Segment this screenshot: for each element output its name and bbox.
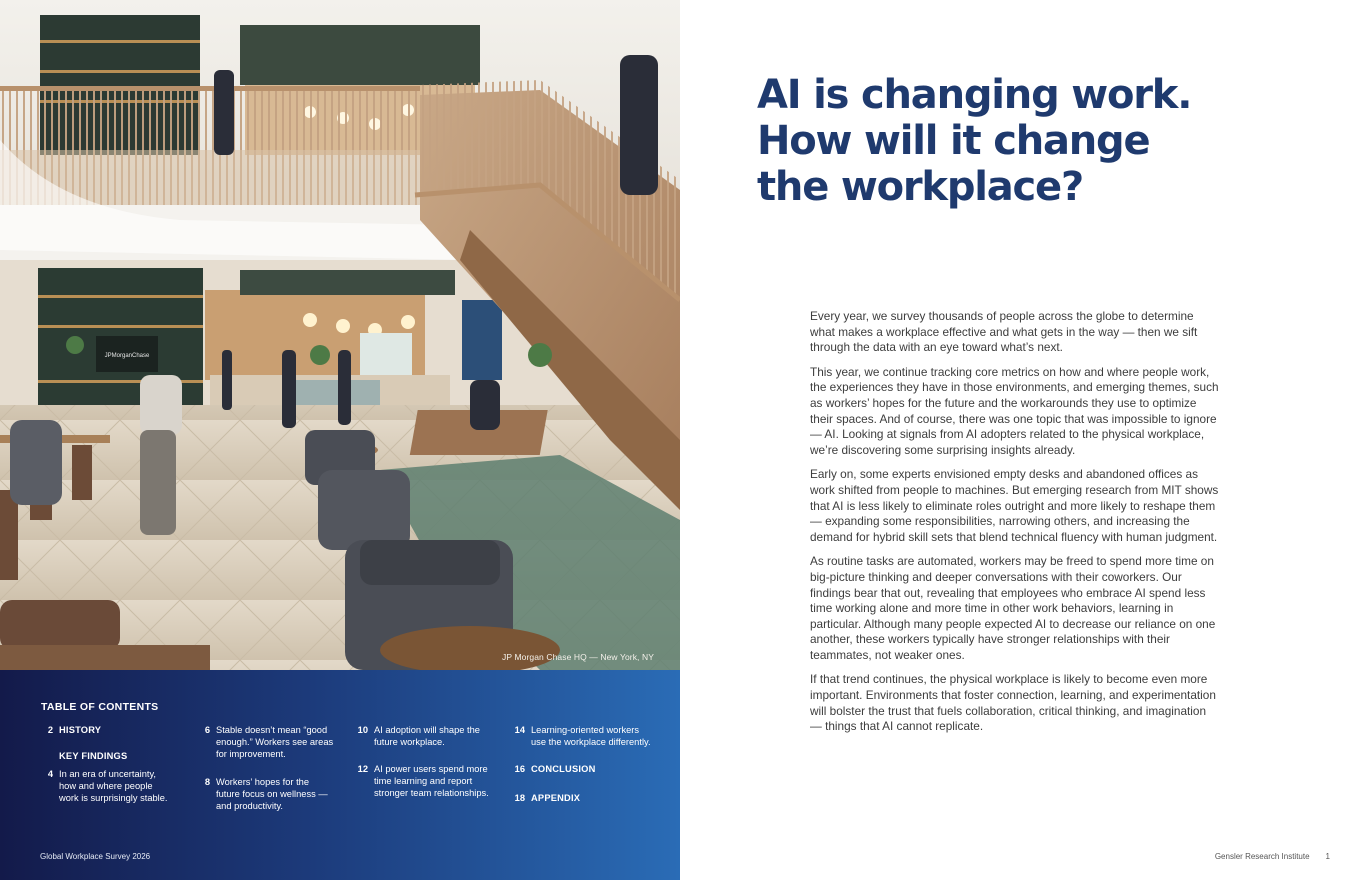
office-photo: [0, 0, 680, 670]
toc-page-number: 2: [47, 725, 53, 735]
toc-label: HISTORY: [59, 725, 102, 735]
body-paragraph: If that trend continues, the physical workplace is likely to become even more important. Environments that foster connection, learning, and experimentation will bolster the trust that fuels collaboration, critical thinking, and imagination — things that AI cannot replicate.: [810, 672, 1216, 734]
toc-label: AI adoption will shape the future workplace.: [374, 725, 480, 747]
headline-line: the workplace?: [757, 164, 1083, 210]
photo-caption: JP Morgan Chase HQ — New York, NY: [502, 652, 654, 662]
headline-line: How will it change: [757, 118, 1150, 164]
toc-page-number: 16: [514, 764, 525, 774]
toc-page-number: 4: [47, 769, 53, 779]
toc-page-number: 10: [357, 725, 368, 735]
toc-page-number: 6: [204, 725, 210, 735]
toc-entry-conclusion[interactable]: [507, 763, 596, 775]
toc-entry-12[interactable]: [350, 763, 489, 799]
toc-title: TABLE OF CONTENTS: [41, 701, 159, 713]
headline-line: AI is changing work.: [757, 72, 1192, 118]
toc-label: CONCLUSION: [531, 764, 596, 774]
toc-label: In an era of uncertainty, how and where people work is surprisingly stable.: [59, 769, 168, 803]
body-paragraph: Early on, some experts envisioned empty desks and abandoned offices as work shifted from people to machines. But emerging research from MIT shows that AI is less likely to eliminate roles outright and more likely to reshape them — expanding some responsibilities, narrowing others, and increasing the demand for hybrid skill sets that blend technical fluency with human judgment.: [810, 467, 1219, 544]
sign-text: JPMorganChase: [104, 353, 150, 359]
toc-entry-4[interactable]: [41, 768, 168, 804]
office-interior-illustration: [0, 0, 680, 670]
toc-label: Stable doesn’t mean “good enough.” Workers see areas for improvement.: [216, 725, 334, 759]
table-of-contents: [0, 670, 680, 880]
toc-entry-6[interactable]: [198, 724, 333, 760]
toc-page-number: 12: [357, 764, 368, 774]
toc-page-number: 8: [204, 777, 210, 787]
body-paragraph: Every year, we survey thousands of people across the globe to determine what makes a workplace effective and what gets in the way — then we sift through the data with an eye toward what’s next.: [810, 309, 1198, 355]
page-headline: [757, 72, 1217, 210]
toc-label: Workers’ hopes for the future focus on wellness — and productivity.: [216, 777, 328, 811]
body-paragraph: This year, we continue tracking core metrics on how and where people work, the experiences they have in those environments, and emerging themes, such as workers’ hopes for the future and the workarounds they use to optimize their spaces. And of course, there was one topic that was impossible to ignore — AI. Looking at signals from AI adopters related to the physical workplace, we’re discovering some surprising insights already.: [810, 364, 1219, 457]
toc-entry-8[interactable]: [198, 776, 328, 812]
toc-page-number: 14: [514, 725, 525, 735]
toc-label: APPENDIX: [531, 793, 581, 803]
toc-page-number: 18: [514, 793, 525, 803]
page-number: 1: [1325, 852, 1330, 861]
toc-entry-14[interactable]: [507, 724, 651, 748]
footer-publisher: Gensler Research Institute: [1214, 852, 1310, 861]
toc-entry-appendix[interactable]: [507, 792, 580, 804]
footer-publication-title: Global Workplace Survey 2026: [40, 852, 151, 861]
toc-label: AI power users spend more time learning and report stronger team relationships.: [374, 764, 489, 798]
toc-entry-10[interactable]: [350, 724, 480, 748]
footer-right: [1215, 852, 1330, 861]
intro-body: [810, 309, 1220, 744]
body-paragraph: As routine tasks are automated, workers may be freed to spend more time on big-picture thinking and deeper conversations with their coworkers. Our findings bear that out, revealing that employees who embrace AI spend less time working alone and more time in other work behaviors, learning in particular. Although many people expected AI to decrease our reliance on one another, these workers typically have stronger relationships with their teammates, not weaker ones.: [810, 554, 1216, 662]
toc-entry-history[interactable]: [41, 724, 101, 736]
toc-key-findings-label: KEY FINDINGS: [59, 751, 128, 761]
toc-label: Learning-oriented workers use the workplace differently.: [531, 725, 651, 747]
